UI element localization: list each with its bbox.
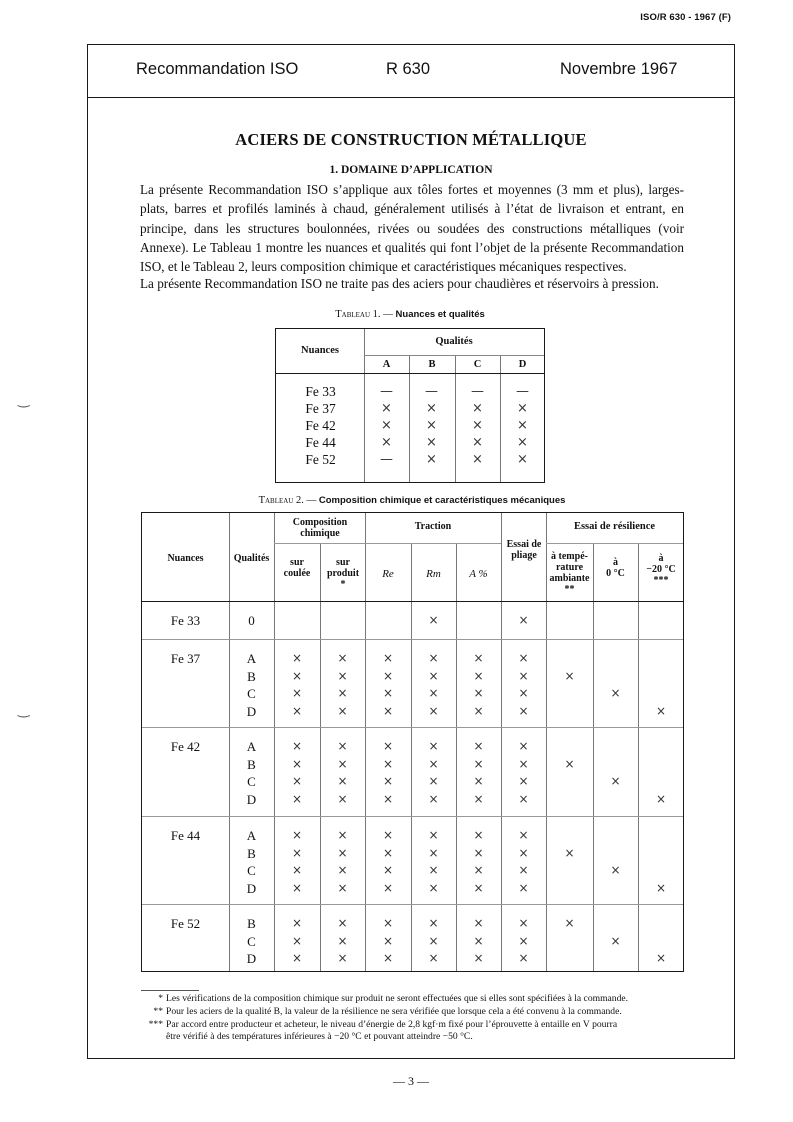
cell-mark: × <box>518 739 529 753</box>
header-a-percent: A % <box>469 568 488 580</box>
cell-mark: × <box>382 774 394 788</box>
table1-cell: — <box>380 384 393 399</box>
cell-mark: × <box>291 739 303 753</box>
row-qualite: B <box>247 668 256 684</box>
footnote-text: Par accord entre producteur et acheteur, le niveau d’énergie de 2,8 kgf·m fixé pour l’éprouvette à entaille en V pourra <box>166 1019 618 1030</box>
cell-mark: × <box>518 863 529 877</box>
cell-mark: × <box>291 756 303 771</box>
cell-mark: × <box>382 739 394 753</box>
cell-mark: × <box>473 739 484 753</box>
cell-mark: × <box>428 845 439 860</box>
table1-row-nuance: Fe 44 <box>305 435 336 450</box>
cell-mark: × <box>291 668 303 683</box>
table2-caption-title: Composition chimique et caractéristiques mécaniques <box>318 495 566 506</box>
header-re: Re <box>382 568 394 580</box>
cell-mark: × <box>518 933 529 948</box>
cell-mark: × <box>382 916 394 930</box>
cell-mark: × <box>428 703 439 718</box>
cell-mark: × <box>428 880 439 895</box>
table1-cell: × <box>381 435 392 450</box>
cell-mark: × <box>518 880 529 895</box>
table1-cell: × <box>472 418 483 433</box>
header-qualites: Qualités <box>435 336 473 347</box>
cell-mark: × <box>337 686 348 700</box>
cell-mark: × <box>291 791 303 806</box>
table1-caption-label: Tableau 1. <box>335 309 381 320</box>
cell-mark: × <box>291 933 303 948</box>
cell-mark: × <box>337 916 348 930</box>
header-zero-c-label: 0 °C <box>606 568 625 579</box>
cell-mark: × <box>291 828 303 842</box>
cell-mark: × <box>473 791 484 806</box>
cell-mark: × <box>428 613 439 627</box>
footnote-2 <box>141 1006 686 1018</box>
group-divider <box>142 816 683 817</box>
cell-mark: × <box>428 791 439 806</box>
caption-separator: — <box>380 309 396 320</box>
cell-mark: × <box>291 845 303 860</box>
footnote-mark: * <box>158 993 163 1004</box>
row-qualite: A <box>246 828 257 843</box>
table1-cell: × <box>517 452 528 467</box>
cell-mark: × <box>518 774 529 788</box>
column-divider <box>593 543 594 971</box>
header-date: Novembre 1967 <box>560 60 678 78</box>
cell-mark: × <box>473 703 484 718</box>
header-pliage: Essai de pliage <box>506 539 542 561</box>
cell-mark: × <box>473 668 484 683</box>
row-qualite: A <box>246 739 257 754</box>
table1-cell: × <box>381 418 392 433</box>
footnote-rule <box>141 990 199 991</box>
row-qualite: D <box>246 791 257 807</box>
group-divider <box>142 639 683 640</box>
cell-mark: × <box>428 739 439 753</box>
cell-mark: × <box>518 756 529 771</box>
cell-mark: × <box>428 686 439 700</box>
cell-mark: × <box>428 863 439 877</box>
header-divider <box>546 543 683 544</box>
cell-mark: × <box>291 951 303 965</box>
cell-mark: × <box>428 774 439 788</box>
table2-caption <box>141 495 683 506</box>
header-divider <box>364 355 544 356</box>
header-divider <box>365 543 501 544</box>
cell-mark: × <box>473 933 484 948</box>
row-qualite: B <box>247 916 256 931</box>
header-divider <box>274 543 365 544</box>
table1-cell: × <box>472 401 483 416</box>
table1-cell: × <box>517 435 528 450</box>
cell-mark: × <box>382 686 394 700</box>
document-title: ACIERS DE CONSTRUCTION MÉTALLIQUE <box>235 130 587 149</box>
cell-mark: × <box>337 703 348 718</box>
cell-mark: × <box>382 703 394 718</box>
group-divider <box>142 904 683 905</box>
row-qualite: C <box>247 774 256 789</box>
cell-mark: × <box>518 916 529 930</box>
cell-mark: × <box>337 739 348 753</box>
table1-caption <box>275 309 545 320</box>
header-rm: Rm <box>426 568 441 580</box>
cell-mark: × <box>382 791 394 806</box>
paragraph-scope: La présente Recommandation ISO s’applique aux tôles fortes et moyennes (3 mm et plus), larges-plats, barres et profilés laminés à chaud, généralement utilisés à l’état de livraison et entrant, en principe, dans les structures boulonnées, rivées ou soudées des constructions métalliques (voir Annexe). Le Tableau 1 montre les nuances et qualités qui font l’objet de la présente Recommandation ISO, et le Tableau 2, leurs composition chimique et caractéristiques mécaniques respectives. <box>140 182 684 275</box>
cell-mark: × <box>473 951 484 965</box>
cell-mark: × <box>610 686 621 700</box>
footnote-mark: ** <box>153 1006 163 1017</box>
cell-mark: × <box>337 828 348 842</box>
cell-mark: × <box>473 880 484 895</box>
section-title: 1. DOMAINE D’APPLICATION <box>329 164 493 176</box>
table1-cell: × <box>472 452 483 467</box>
cell-mark: × <box>473 651 484 665</box>
table1-cell: — <box>425 384 438 399</box>
header-composition: Composition chimique <box>292 517 348 539</box>
header-sur-coulee: sur coulée <box>283 557 311 579</box>
cell-mark: × <box>337 756 348 771</box>
header-temp-ambiante <box>546 551 593 595</box>
column-divider <box>638 543 639 971</box>
paragraph-exclusion: La présente Recommandation ISO ne traite pas des aciers pour chaudières et réservoirs à pression. <box>140 276 659 291</box>
cell-mark: × <box>518 651 529 665</box>
table1 <box>275 328 545 483</box>
group-nuance: Fe 42 <box>170 739 201 754</box>
group-nuance: Fe 37 <box>170 651 201 666</box>
document-reference: ISO/R 630 - 1967 (F) <box>640 12 731 23</box>
cell-mark: × <box>473 916 484 930</box>
table1-cell: × <box>426 452 437 467</box>
table1-cell: × <box>426 418 437 433</box>
cell-mark: × <box>382 933 394 948</box>
cell-mark: × <box>610 863 621 877</box>
cell-mark: × <box>428 916 439 930</box>
table1-cell: × <box>426 401 437 416</box>
row-qualite: 0 <box>248 613 255 628</box>
cell-mark: × <box>291 916 303 930</box>
cell-mark: × <box>291 686 303 700</box>
cell-mark: × <box>382 951 394 965</box>
group-divider <box>142 727 683 728</box>
cell-mark: × <box>473 863 484 877</box>
cell-mark: × <box>337 933 348 948</box>
table1-cell: × <box>517 401 528 416</box>
header-zero-c <box>593 557 638 579</box>
row-qualite: C <box>247 933 256 949</box>
footnote-1 <box>141 993 686 1005</box>
cell-mark: × <box>518 703 529 718</box>
cell-mark: × <box>518 613 529 627</box>
row-qualite: B <box>247 756 256 772</box>
cell-mark: × <box>337 668 348 683</box>
cell-mark: × <box>428 951 439 965</box>
header-sur-produit <box>322 557 364 590</box>
cell-mark: × <box>382 668 394 683</box>
caption-separator: — <box>303 495 319 506</box>
header-col-a: A <box>382 359 391 370</box>
header-number: R 630 <box>386 60 431 78</box>
group-nuance: Fe 33 <box>170 613 201 628</box>
cell-mark: × <box>564 756 575 771</box>
header-divider <box>87 97 735 98</box>
cell-mark: × <box>473 828 484 842</box>
cell-mark: × <box>337 774 348 788</box>
cell-mark: × <box>291 651 303 665</box>
header-recommendation: Recommandation ISO <box>136 60 299 78</box>
header-col-b: B <box>428 359 436 370</box>
table1-cell: × <box>381 401 392 416</box>
table1-caption-title: Nuances et qualités <box>395 309 485 320</box>
cell-mark: × <box>337 791 348 806</box>
table1-row-nuance: Fe 33 <box>305 384 336 399</box>
cell-mark: × <box>518 668 529 683</box>
cell-mark: × <box>518 791 529 806</box>
header-zero-c-prefix: à <box>613 557 618 568</box>
cell-mark: × <box>382 880 394 895</box>
cell-mark: × <box>518 828 529 842</box>
header-col-c: C <box>473 359 482 370</box>
cell-mark: × <box>428 828 439 842</box>
cell-mark: × <box>337 951 348 965</box>
table1-row-nuance: Fe 37 <box>305 401 336 416</box>
cell-mark: × <box>337 651 348 665</box>
cell-mark: × <box>473 774 484 788</box>
cell-mark: × <box>518 686 529 700</box>
scan-artifact-mark: ‿ <box>18 392 30 408</box>
cell-mark: × <box>337 880 348 895</box>
header-nuances: Nuances <box>301 345 339 356</box>
header-bottom-rule <box>142 601 683 602</box>
cell-mark: × <box>337 845 348 860</box>
cell-mark: × <box>428 756 439 771</box>
cell-mark: × <box>473 686 484 700</box>
cell-mark: × <box>428 668 439 683</box>
group-nuance: Fe 44 <box>170 828 201 843</box>
header-nuances: Nuances <box>167 553 204 564</box>
cell-mark: × <box>382 828 394 842</box>
header-minus20-c <box>638 553 684 586</box>
header-bottom-rule <box>276 373 544 374</box>
table1-row-nuance: Fe 42 <box>305 418 336 433</box>
header-sur-produit-label: sur produit <box>326 557 360 579</box>
footnote-ref: ** <box>564 584 575 595</box>
table1-cell: — <box>380 452 393 467</box>
footnote-continuation: être vérifié à des températures inférieures à −20 °C et pouvant atteindre −50 °C. <box>166 1031 473 1043</box>
cell-mark: × <box>655 880 667 895</box>
table2-caption-label: Tableau 2. <box>258 495 304 506</box>
cell-mark: × <box>564 668 575 683</box>
footnote-text: Pour les aciers de la qualité B, la valeur de la résilience ne sera vérifiée que lorsque cela a été convenu à la commande. <box>166 1006 622 1017</box>
cell-mark: × <box>655 791 667 806</box>
header-traction: Traction <box>414 521 452 532</box>
header-minus20-label: −20 °C <box>646 564 676 575</box>
table1-cell: × <box>426 435 437 450</box>
cell-mark: × <box>291 880 303 895</box>
cell-mark: × <box>610 933 621 948</box>
page-number: — 3 — <box>393 1074 429 1088</box>
header-qualites: Qualités <box>233 553 270 564</box>
table1-cell: × <box>517 418 528 433</box>
cell-mark: × <box>382 845 394 860</box>
footnote-ref: *** <box>653 575 669 586</box>
row-qualite: D <box>246 880 257 896</box>
cell-mark: × <box>518 951 529 965</box>
cell-mark: × <box>291 703 303 718</box>
row-qualite: D <box>246 951 257 966</box>
table1-cell: — <box>516 384 529 399</box>
cell-mark: × <box>382 756 394 771</box>
footnote-text: Les vérifications de la composition chimique sur produit ne seront effectuées que si elles sont spécifiées à la commande. <box>166 993 629 1004</box>
header-resilience: Essai de résilience <box>573 521 656 532</box>
footnote-ref: * <box>340 579 346 590</box>
table2 <box>141 512 684 972</box>
cell-mark: × <box>382 863 394 877</box>
footnote-3 <box>141 1019 686 1044</box>
table1-row-nuance: Fe 52 <box>305 452 336 467</box>
table1-cell: — <box>471 384 484 399</box>
cell-mark: × <box>291 863 303 877</box>
cell-mark: × <box>655 703 667 718</box>
cell-mark: × <box>337 863 348 877</box>
cell-mark: × <box>291 774 303 788</box>
cell-mark: × <box>473 845 484 860</box>
table1-cell: × <box>472 435 483 450</box>
cell-mark: × <box>473 756 484 771</box>
cell-mark: × <box>382 651 394 665</box>
scan-artifact-mark: ‿ <box>18 702 30 718</box>
row-qualite: D <box>246 703 257 719</box>
row-qualite: A <box>246 651 257 666</box>
cell-mark: × <box>564 845 575 860</box>
row-qualite: C <box>247 686 256 701</box>
cell-mark: × <box>564 916 575 930</box>
row-qualite: B <box>247 845 256 861</box>
cell-mark: × <box>655 951 667 965</box>
header-minus20-prefix: à <box>658 553 664 564</box>
cell-mark: × <box>428 651 439 665</box>
cell-mark: × <box>518 845 529 860</box>
header-col-d: D <box>518 359 527 370</box>
group-nuance: Fe 52 <box>170 916 201 931</box>
cell-mark: × <box>428 933 439 948</box>
header-temp-ambiante-label: à tempé-rature ambiante <box>549 551 590 584</box>
cell-mark: × <box>610 774 621 788</box>
footnote-mark: *** <box>148 1019 163 1030</box>
row-qualite: C <box>247 863 256 878</box>
